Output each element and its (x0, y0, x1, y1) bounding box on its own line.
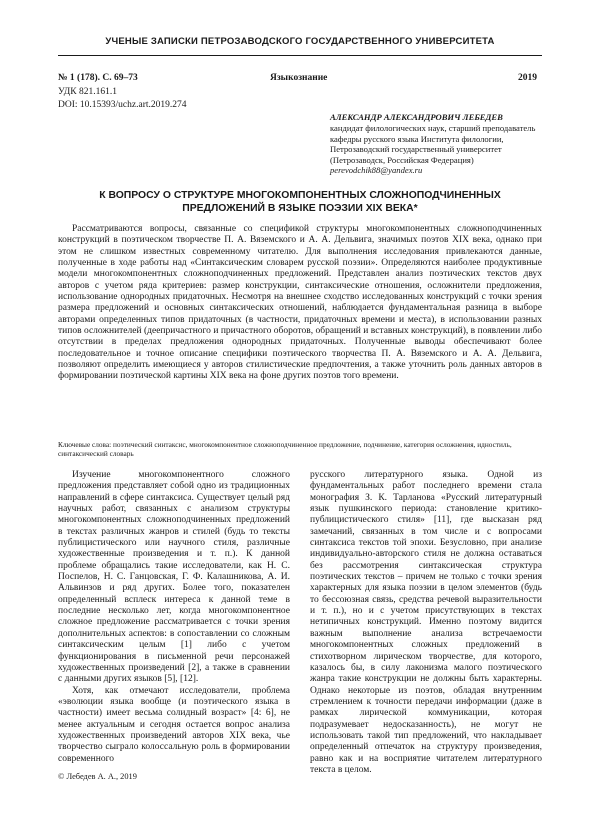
copyright: © Лебедев А. А., 2019 (58, 772, 137, 781)
issue-info: № 1 (178). С. 69–73 (58, 73, 138, 83)
doi: DOI: 10.15393/uchz.art.2019.274 (58, 100, 187, 110)
year: 2019 (518, 73, 537, 83)
author-name: АЛЕКСАНДР АЛЕКСАНДРОВИЧ ЛЕБЕДЕВ (330, 112, 503, 122)
paragraph: Хотя, как отмечают исследователи, проблема «эволюции языка вообще (и поэтического языка в частности) имеет весьма солидный возраст» [4: 6], не менее актуальным и сегодня остается вопрос анализа художественных произведений авторов XIX века, чье творчество сыграло колоссальную роль в формировании современного (58, 685, 290, 764)
header-rule (58, 55, 542, 56)
author-affiliation: кандидат филологических наук, старший преподаватель кафедры русского языка Института филологии, Петрозаводский государственный университет (Петрозаводск, Российская Федерация) (330, 123, 536, 165)
paragraph: Изучение многокомпонентного сложного предложения представляет собой одно из традиционных направлений в сфере синтаксиса. Существует целый ряд научных работ, связанных с анализом структуры многокомпонентных сложноподчиненных предложений в текстах различных жанров и стилей (будь то тексты публицистического или научного стиля, различные художественные произведения и т. п.). К данной проблеме обращались такие исследователи, как Н. С. Поспелов, Н. С. Ганцовская, Г. Ф. Калашникова, А. И. Альвинзов и ряд других. Более того, показателен определенный всплеск интереса к данной теме в последние несколько лет, когда многокомпонентное сложное предложение рассматривается с точки зрения дополнительных аспектов: в сопоставлении со сложным синтаксическим целым [1] либо с учетом функционирования в письменной речи персонажей художественных произведений [2], а также в сравнении с данными других языков [5], [12]. (58, 470, 290, 685)
journal-title: УЧЕНЫЕ ЗАПИСКИ ПЕТРОЗАВОДСКОГО ГОСУДАРСТВЕННОГО УНИВЕРСИТЕТА (105, 36, 495, 47)
paragraph: русского литературного языка. Одной из фундаментальных работ последнего времени стала монография З. К. Тарланова «Русский литературный язык пушкинского периода: становление критико-публицистического стиля» [11], где высказан ряд замечаний, связанных в том числе и с вопросами синтаксиса текстов той эпохи. Безусловно, при анализе индивидуально-авторского стиля не должна оставаться без рассмотрения синтаксическая структура поэтических текстов – причем не только с точки зрения характерных для языка поэзии в целом элементов (будь то бессоюзная связь, средства речевой выразительности и т. п.), но и с учетом присутствующих в текстах нетипичных конструкций. Именно поэтому видится важным выполнение анализа встречаемости многокомпонентных сложных предложений в стихотворном лирическом творчестве, для которого, казалось бы, в силу лаконизма малого поэтического жанра такие конструкции не должны быть характерны. Однако некоторые из поэтов, обладая внутренним стремлением к точности передачи информации (даже в рамках лирической коммуникации, которая подразумевает недосказанность), не могут не использовать такой тип предложений, что накладывает определенный отпечаток на структуру произведения, равно как и на восприятие читателем литературного текста в целом. (310, 470, 542, 775)
keywords: Ключевые слова: поэтический синтаксис, многокомпонентное сложноподчиненное предложение, подчинение, категория осложнения, идностиль, синтаксический словарь (58, 440, 512, 459)
body-column-left (58, 470, 290, 765)
body-column-right (310, 470, 542, 776)
section-name: Языкознание (270, 73, 328, 83)
author-email[interactable]: perevodchik88@yandex.ru (330, 165, 423, 176)
abstract: Рассматриваются вопросы, связанные со спецификой структуры многокомпонентных сложноподчиненных конструкций в поэтическом творчестве П. А. Вяземского и А. А. Дельвига, значимых поэтов XIX века, однако при этом не слишком известных современному читателю. Для выполнения исследования привлекаются данные, полученные в ходе работы над «Синтаксическим словарем русской поэзии». Определяются наиболее продуктивные модели многокомпонентных сложноподчиненных предложений. Представлен анализ поэтических текстов двух авторов с учетом ряда критериев: размер конструкции, синтаксические отношения, осложнители предложения, использование однородных придаточных. Несмотря на внешнее сходство исследованных конструкций с точки зрения размера предложений и основных синтаксических отношений, наблюдается фундаментальная разница в выборе авторами определенных типов придаточных (в частности, придаточных времени и места), в использовании разных типов осложнителей (деепричастного и причастного оборотов, обращений и вставных конструкций), в появлении либо отсутствии в пределах предложения однородных придаточных. Полученные выводы обеспечивают более последовательное и точное описание специфики поэтического творчества П. А. Вяземского и А. А. Дельвига, позволяют определить имеющиеся у авторов стилистические предпочтения, а также уточнить роль данных авторов в формировании поэтической картины XIX века на фоне других поэтов того времени. (58, 224, 542, 382)
author-block (330, 112, 545, 175)
article-title: К ВОПРОСУ О СТРУКТУРЕ МНОГОКОМПОНЕНТНЫХ СЛОЖНОПОДЧИНЕННЫХ ПРЕДЛОЖЕНИЙ В ЯЗЫКЕ ПОЭЗИИ XIX ВЕКА* (99, 190, 501, 214)
udc-code: УДК 821.161.1 (58, 87, 117, 97)
